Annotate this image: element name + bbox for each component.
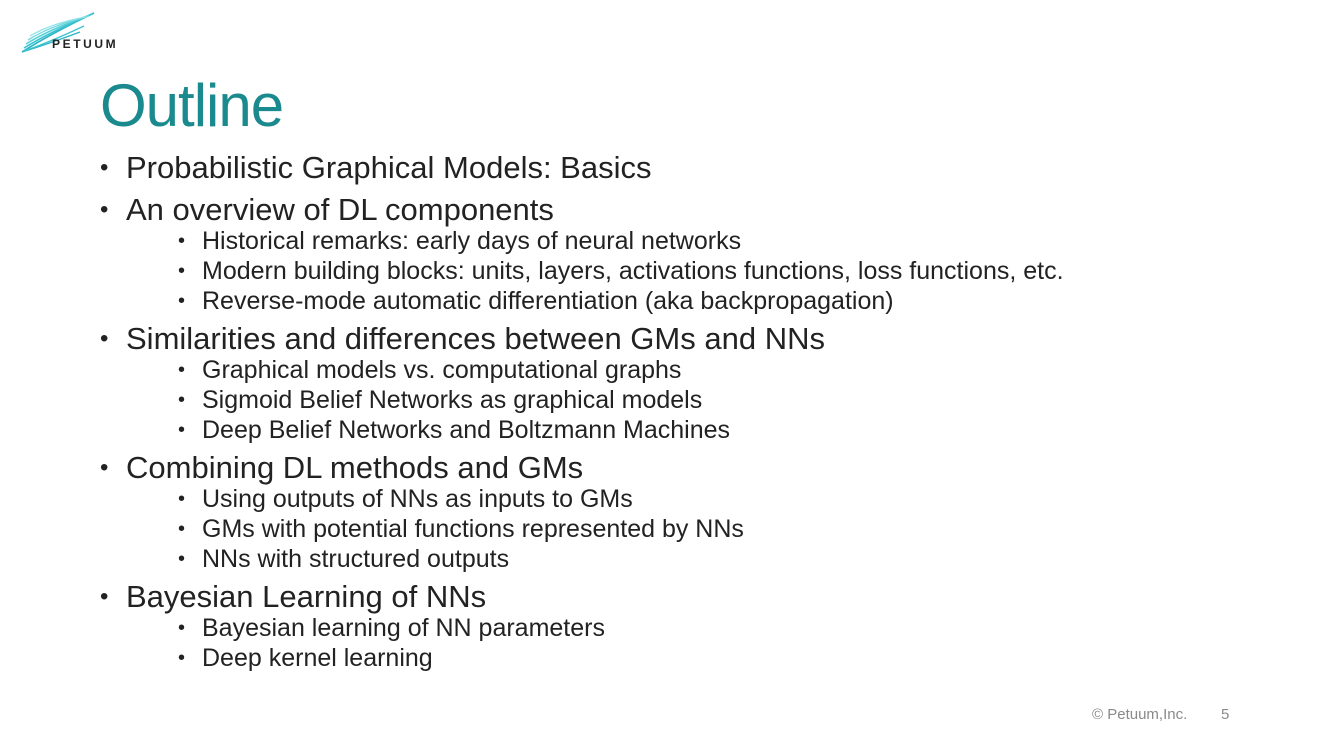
sub-item-label: Reverse-mode automatic differentiation (aka backpropagation) — [202, 287, 894, 315]
sub-list — [126, 484, 1250, 574]
sub-item — [126, 643, 1250, 673]
sub-item-label: GMs with potential functions represented by NNs — [202, 515, 744, 543]
sub-item — [126, 355, 1250, 385]
sub-item — [126, 544, 1250, 574]
outline-item-bayesian-learning — [100, 578, 1250, 673]
sub-item-label: Deep kernel learning — [202, 644, 433, 672]
outline-item-dl-components — [100, 191, 1250, 316]
sub-item-label: Historical remarks: early days of neural networks — [202, 227, 742, 255]
sub-item — [126, 385, 1250, 415]
sub-item-label: Using outputs of NNs as inputs to GMs — [202, 485, 633, 513]
sub-bullet-icon: • — [178, 647, 186, 669]
sub-bullet-icon: • — [178, 260, 186, 282]
sub-item — [126, 256, 1250, 286]
sub-bullet-icon: • — [178, 389, 186, 411]
logo-wordmark: PETUUM — [52, 37, 119, 51]
sub-item-label: Deep Belief Networks and Boltzmann Machines — [202, 416, 731, 444]
slide-page-number: 5 — [1221, 706, 1230, 723]
sub-item-label: Sigmoid Belief Networks as graphical models — [202, 386, 703, 414]
outline-item-pgm-basics — [100, 149, 1250, 187]
outline-item-label: An overview of DL components — [126, 192, 554, 227]
sub-item — [126, 514, 1250, 544]
outline-item-label: Combining DL methods and GMs — [126, 450, 584, 485]
sub-item-label: Graphical models vs. computational graphs — [202, 356, 682, 384]
sub-list — [126, 355, 1250, 445]
sub-bullet-icon: • — [178, 518, 186, 540]
outline-item-label: Bayesian Learning of NNs — [126, 579, 487, 614]
sub-bullet-icon: • — [178, 617, 186, 639]
sub-bullet-icon: • — [178, 290, 186, 312]
sub-item — [126, 415, 1250, 445]
outline-item-label: Probabilistic Graphical Models: Basics — [126, 150, 652, 185]
petuum-logo — [20, 12, 140, 56]
bullet-icon: • — [100, 196, 109, 223]
sub-bullet-icon: • — [178, 359, 186, 381]
bullet-icon: • — [100, 325, 109, 352]
sub-bullet-icon: • — [178, 548, 186, 570]
bullet-icon: • — [100, 454, 109, 481]
bullet-icon: • — [100, 583, 109, 610]
slide-title: Outline — [100, 72, 284, 139]
outline-item-combining-dl-gms — [100, 449, 1250, 574]
sub-bullet-icon: • — [178, 488, 186, 510]
sub-bullet-icon: • — [178, 230, 186, 252]
sub-bullet-icon: • — [178, 419, 186, 441]
sub-item — [126, 613, 1250, 643]
footer-copyright: © Petuum,Inc. — [1092, 706, 1188, 723]
sub-list — [126, 226, 1250, 316]
bullet-icon: • — [100, 154, 109, 181]
sub-item — [126, 226, 1250, 256]
outline-list — [100, 149, 1250, 677]
sub-item — [126, 484, 1250, 514]
outline-item-gms-vs-nns — [100, 320, 1250, 445]
sub-item-label: Bayesian learning of NN parameters — [202, 614, 605, 642]
sub-list — [126, 613, 1250, 673]
sub-item-label: Modern building blocks: units, layers, activations functions, loss functions, etc. — [202, 257, 1064, 285]
outline-item-label: Similarities and differences between GMs and NNs — [126, 321, 825, 356]
sub-item-label: NNs with structured outputs — [202, 545, 510, 573]
sub-item — [126, 286, 1250, 316]
